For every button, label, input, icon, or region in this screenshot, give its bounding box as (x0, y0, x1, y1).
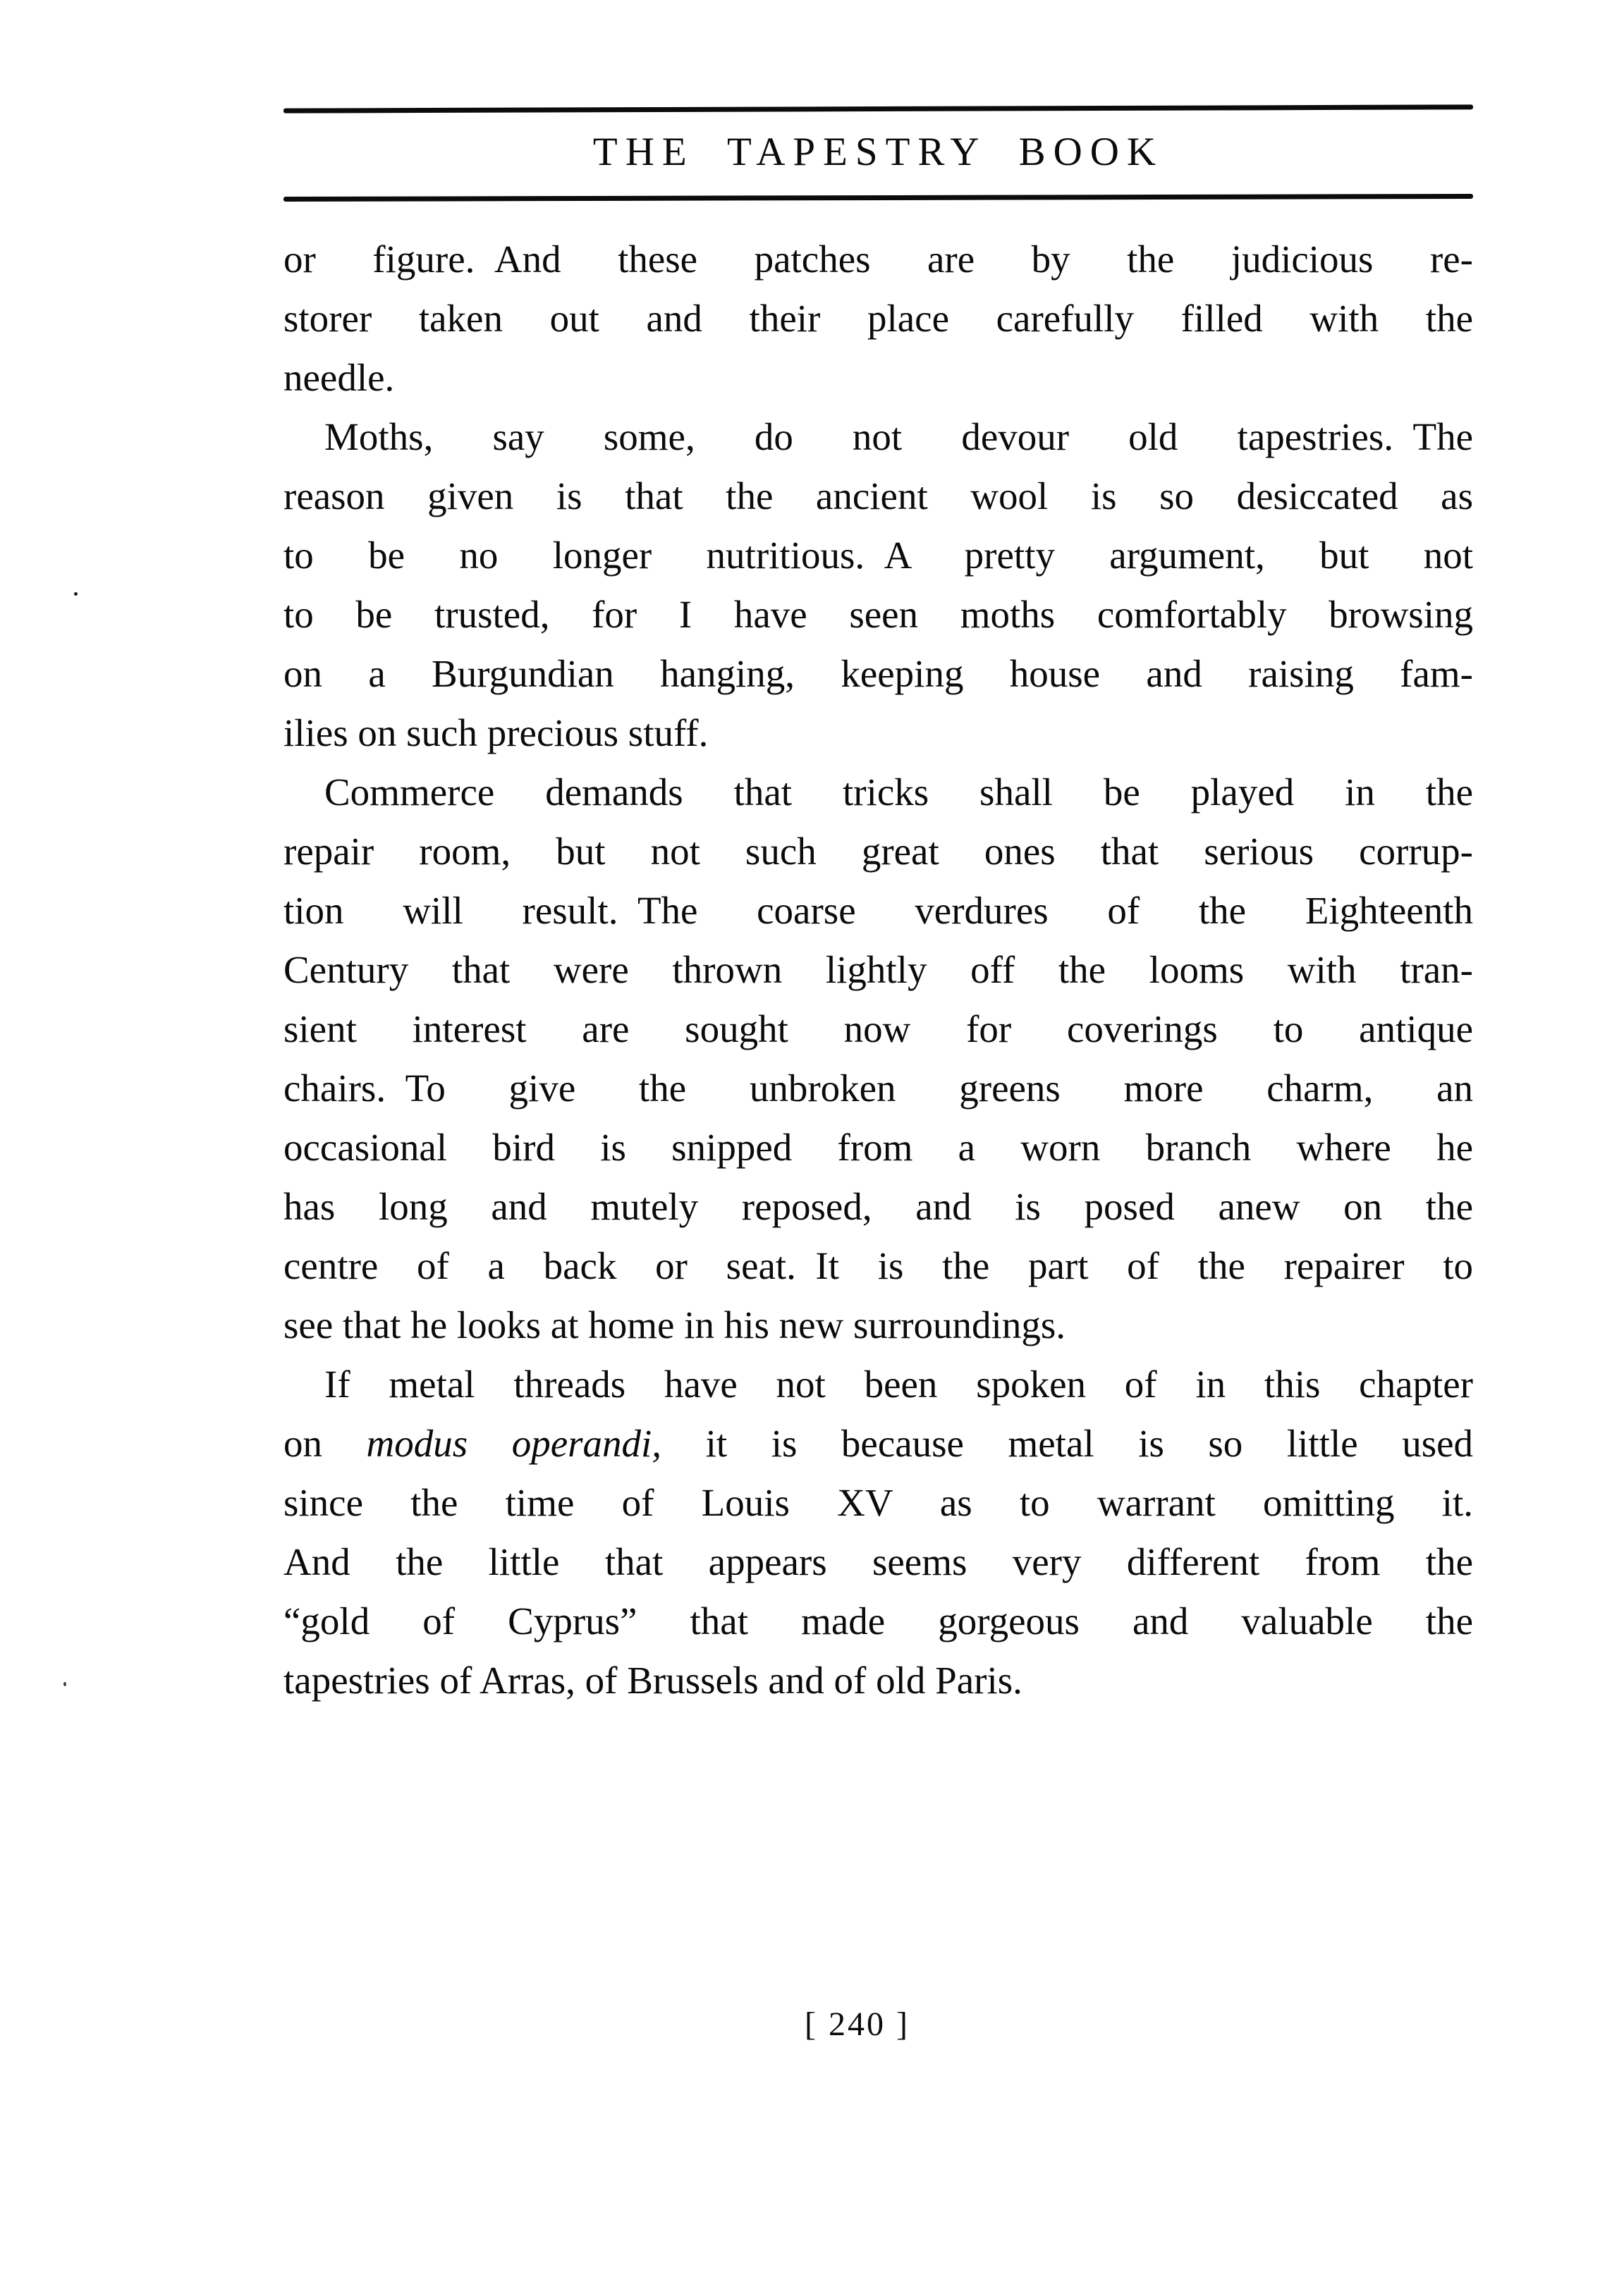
paragraph (283, 763, 1473, 1355)
text-line: storer taken out and their place carefully filled with the (283, 297, 1473, 340)
text-line: Century that were thrown lightly off the looms with tran- (283, 948, 1473, 991)
text-line: on a Burgundian hanging, keeping house and raising fam- (283, 652, 1473, 695)
header-rule-bottom (283, 194, 1473, 202)
text-line: reason given is that the ancient wool is so desiccated as (283, 474, 1473, 517)
text-line: has long and mutely reposed, and is posed anew on the (283, 1185, 1473, 1228)
text-line: tion will result. The coarse verdures of the Eighteenth (283, 889, 1473, 932)
text-line: Moths, say some, do not devour old tapestries. The (324, 415, 1473, 458)
scan-speck (63, 1682, 66, 1686)
text-line: repair room, but not such great ones that serious corrup- (283, 830, 1473, 873)
paragraph (283, 230, 1473, 407)
text-line: to be no longer nutritious. A pretty argument, but not (283, 534, 1473, 577)
header-rule-top (283, 104, 1473, 113)
text-line: sient interest are sought now for coverings to antique (283, 1007, 1473, 1050)
text-line: see that he looks at home in his new surroundings. (283, 1303, 1065, 1346)
text-line: “gold of Cyprus” that made gorgeous and valuable the (283, 1600, 1473, 1643)
paragraph (283, 1355, 1473, 1710)
text-line: tapestries of Arras, of Brussels and of old Paris. (283, 1659, 1022, 1702)
text-line: since the time of Louis XV as to warrant omitting it. (283, 1481, 1473, 1524)
text-line: to be trusted, for I have seen moths comfortably browsing (283, 593, 1473, 636)
text-line: centre of a back or seat. It is the part of the repairer to (283, 1244, 1473, 1287)
scan-speck (74, 592, 78, 596)
body-text (283, 230, 1473, 1710)
paragraph (283, 407, 1473, 763)
text-line: Commerce demands that tricks shall be played in the (324, 771, 1473, 814)
text-line: chairs. To give the unbroken greens more charm, an (283, 1067, 1473, 1110)
running-head-title: THE TAPESTRY BOOK (592, 130, 1164, 174)
page-number: [ 240 ] (805, 2006, 910, 2043)
text-line: And the little that appears seems very different from the (283, 1540, 1473, 1583)
text-line: on modus operandi, it is because metal is so little used (283, 1422, 1474, 1465)
text-line: or figure. And these patches are by the judicious re- (283, 238, 1473, 281)
text-line: ilies on such precious stuff. (283, 711, 709, 754)
text-line: If metal threads have not been spoken of in this chapter (324, 1363, 1473, 1406)
text-line: occasional bird is snipped from a worn branch where he (283, 1126, 1473, 1169)
text-line: needle. (283, 356, 395, 399)
